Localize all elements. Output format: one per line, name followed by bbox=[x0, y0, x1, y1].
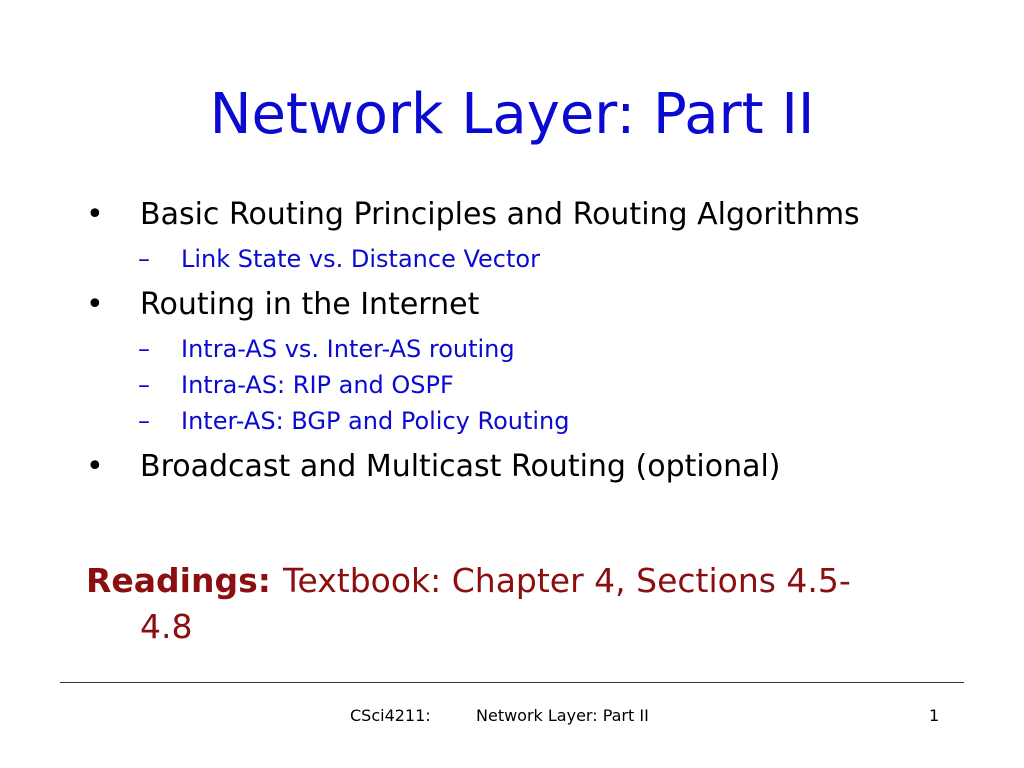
subitem-marker: – bbox=[138, 335, 150, 363]
subitem-marker: – bbox=[138, 371, 150, 399]
subitem-marker: – bbox=[138, 407, 150, 435]
readings-block bbox=[86, 558, 966, 650]
bullet-text: Broadcast and Multicast Routing (optional) bbox=[140, 449, 781, 484]
bullet-item-broadcast bbox=[86, 445, 966, 489]
bullet-marker: • bbox=[86, 197, 104, 232]
readings-line-1 bbox=[86, 558, 966, 604]
bullet-marker: • bbox=[86, 449, 104, 484]
footer-title: Network Layer: Part II bbox=[476, 706, 649, 725]
readings-label: Readings: bbox=[86, 561, 271, 600]
page-number: 1 bbox=[929, 706, 940, 725]
readings-text: Textbook: Chapter 4, Sections 4.5- bbox=[282, 561, 851, 600]
subitem-group bbox=[86, 331, 966, 439]
subitem-text: Intra-AS: RIP and OSPF bbox=[181, 371, 454, 399]
bullet-marker: • bbox=[86, 287, 104, 322]
subitem-link-state bbox=[86, 241, 966, 277]
subitem-group bbox=[86, 241, 966, 277]
bullet-list bbox=[86, 193, 966, 489]
subitem-text: Link State vs. Distance Vector bbox=[181, 245, 540, 273]
subitem-marker: – bbox=[138, 245, 150, 273]
subitem-intra-inter bbox=[86, 331, 966, 367]
readings-line-2: 4.8 bbox=[140, 607, 193, 646]
footer-course: CSci4211: bbox=[350, 706, 431, 725]
bullet-text: Routing in the Internet bbox=[140, 287, 480, 322]
bullet-item-routing-principles bbox=[86, 193, 966, 237]
bullet-item-internet-routing bbox=[86, 283, 966, 327]
bullet-text: Basic Routing Principles and Routing Algorithms bbox=[140, 197, 860, 232]
slide-title: Network Layer: Part II bbox=[209, 82, 815, 147]
footer-divider bbox=[60, 682, 964, 683]
subitem-text: Intra-AS vs. Inter-AS routing bbox=[181, 335, 515, 363]
subitem-rip-ospf bbox=[86, 367, 966, 403]
subitem-text: Inter-AS: BGP and Policy Routing bbox=[181, 407, 570, 435]
subitem-bgp bbox=[86, 403, 966, 439]
